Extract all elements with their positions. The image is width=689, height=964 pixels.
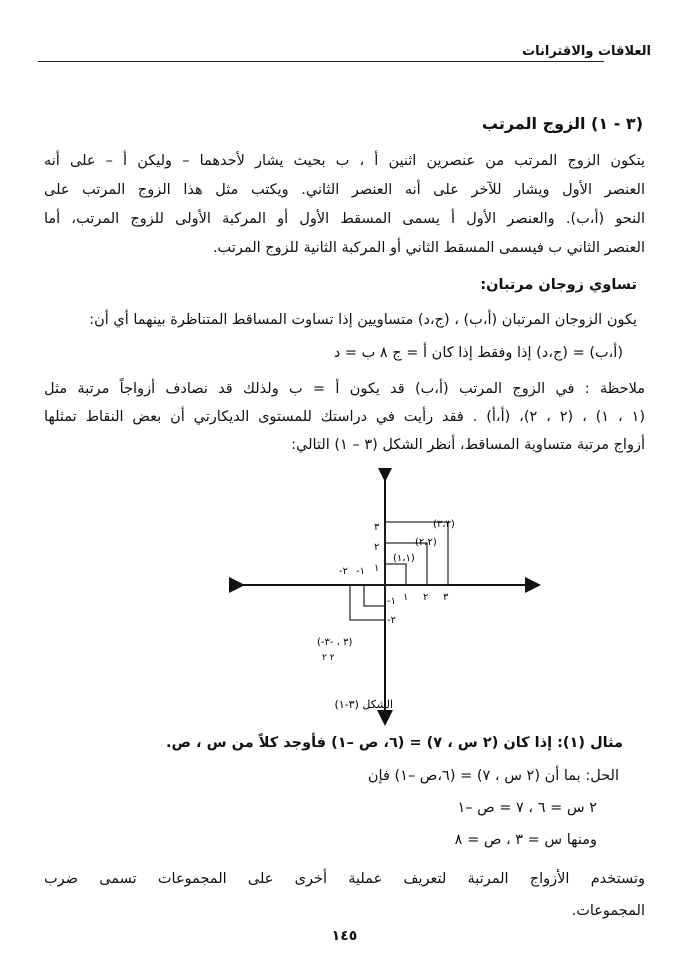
example-step: ومنها س = ٣ ، ص = ٨ bbox=[454, 832, 597, 848]
page-number: ١٤٥ bbox=[331, 928, 358, 944]
note-line: أزواج مرتبة متساوية المساقط، أنظر الشكل (٣ – ١) التالي: bbox=[291, 437, 645, 453]
note-line: ملاحظة : في الزوج المرتب (أ،ب) قد يكون أ = ب ولذلك قد نصادف أزواجاً مرتبة مثل bbox=[44, 381, 645, 397]
cartesian-figure bbox=[225, 468, 545, 728]
point-label: (٢،٢) bbox=[415, 537, 437, 548]
header-rule bbox=[38, 61, 604, 62]
x-neg-tick-label: -٢ bbox=[339, 566, 348, 577]
subheading: تساوي زوجان مرتبان: bbox=[480, 277, 637, 293]
example-solution: الحل: بما أن (٢ س ، ٧) = (٦،ص –١) فإن bbox=[367, 768, 619, 784]
y-neg-tick-label: -٢ bbox=[387, 615, 396, 626]
closing-line: المجموعات. bbox=[571, 903, 645, 919]
definition-formula: (أ،ب) = (ج،د) إذا وفقط إذا كان أ = ج ٨ ب = د bbox=[333, 345, 623, 361]
closing-line: وتستخدم الأزواج المرتبة لتعريف عملية أخرى على المجموعات تسمى ضرب bbox=[44, 871, 645, 887]
paragraph-line: يتكون الزوج المرتب من عنصرين اثنين أ ، ب بحيث يشار لأحدهما – وليكن أ – على أنه bbox=[44, 153, 645, 169]
point-label: (١،١) bbox=[393, 553, 415, 564]
section-title: (٣ - ١) الزوج المرتب bbox=[481, 114, 643, 133]
x-neg-tick-label: -١ bbox=[356, 566, 365, 577]
y-neg-tick-label: -١ bbox=[387, 596, 396, 607]
example-statement: مثال (١): إذا كان (٢ س ، ٧) = (٦، ص –١) فأوجد كلاً من س ، ص. bbox=[166, 735, 623, 751]
point-box-neg-2 bbox=[350, 585, 385, 620]
neg-point-label-bottom: ٢ ٢ bbox=[322, 653, 335, 663]
point-box-1 bbox=[385, 564, 406, 585]
x-tick-label: ١ bbox=[403, 592, 409, 603]
paragraph-line: العنصر الثاني ب فيسمى المسقط الثاني أو المركبة الثانية للزوج المرتب. bbox=[212, 240, 645, 256]
running-header: العلاقات والاقترانات bbox=[522, 44, 651, 59]
definition-line: يكون الزوجان المرتبان (أ،ب) ، (ج،د) متساويين إذا تساوت المساقط المتناظرة بينهما أي أن: bbox=[89, 312, 637, 328]
paragraph-line: العنصر الأول ويشار للآخر على أنه العنصر الثاني. ويكتب مثل هذا الزوج المرتب على bbox=[44, 182, 645, 198]
note-line: (١ ، ١) ، (٢ ، ٢)، (أ،أ) . فقد رأيت في دراستك للمستوى الديكارتي أن بعض النقاط تمثلها bbox=[44, 409, 645, 425]
paragraph-line: النحو (أ،ب). والعنصر الأول أ يسمى المسقط الأول أو المركبة الأولى للزوج المرتب، أما bbox=[44, 211, 645, 227]
point-label: (٣،٣) bbox=[433, 519, 455, 530]
y-tick-label: ٢ bbox=[374, 542, 380, 553]
y-tick-label: ٣ bbox=[374, 522, 380, 533]
example-step: ٢ س = ٦ ، ٧ = ص –١ bbox=[457, 800, 597, 816]
figure-caption: الشكل (٣-١) bbox=[334, 698, 393, 711]
neg-point-label-top: (-٣ ، -٣) bbox=[317, 637, 353, 648]
point-box-neg-1 bbox=[364, 585, 385, 606]
x-tick-label: ٣ bbox=[443, 592, 449, 603]
x-tick-label: ٢ bbox=[423, 592, 429, 603]
y-tick-label: ١ bbox=[374, 563, 380, 574]
